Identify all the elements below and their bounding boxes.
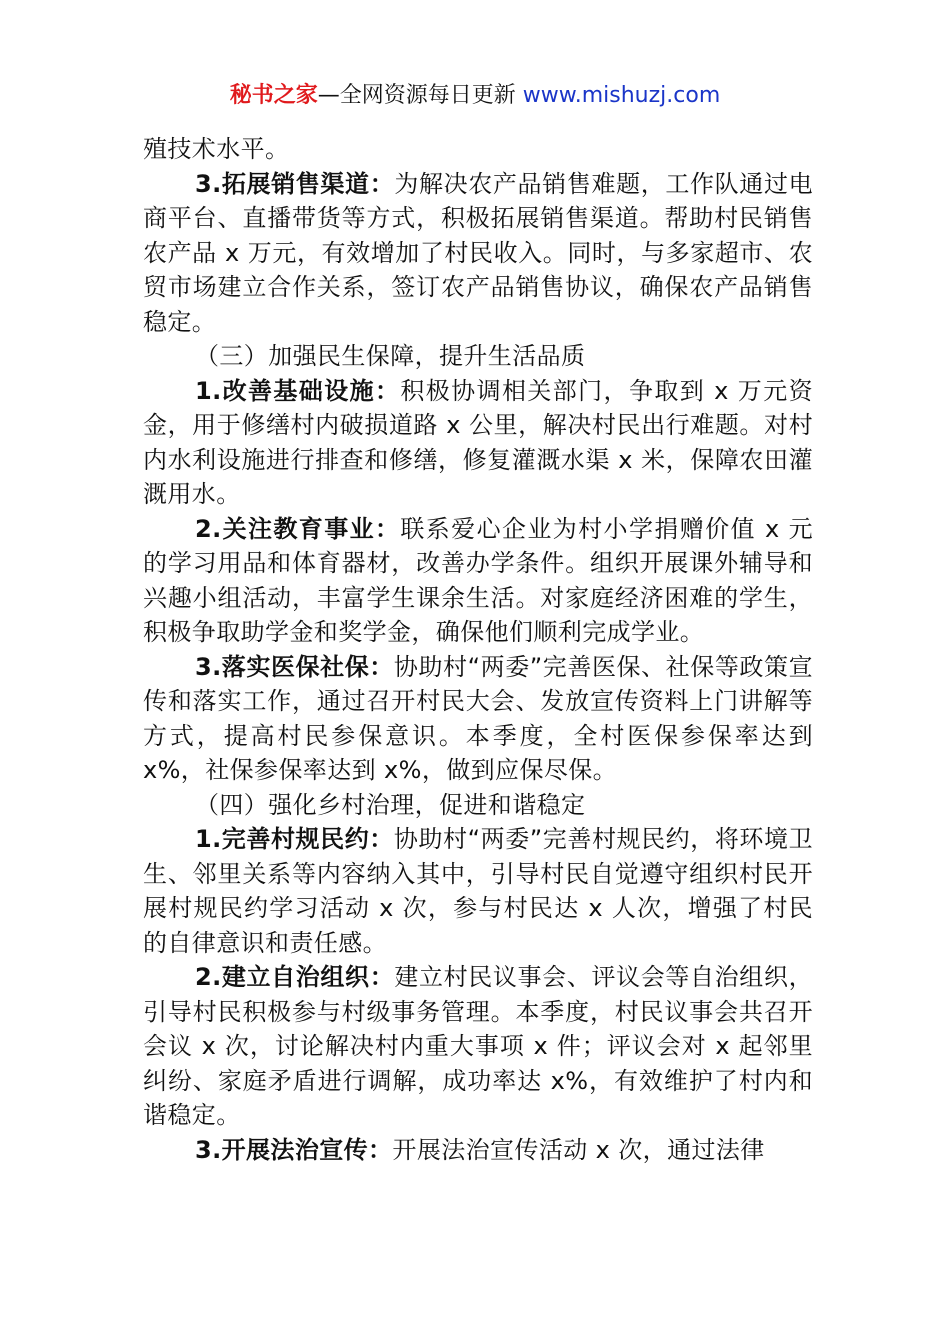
site-url: www.mishuzj.com [522,83,721,108]
paragraph [143,512,813,650]
paragraph-lead: 1.改善基础设施： [195,376,401,405]
paragraph-lead: 3.拓展销售渠道： [195,169,395,198]
paragraph-text: （四）强化乡村治理，促进和谐稳定 [195,790,586,819]
paragraph [143,132,813,167]
paragraph-lead: 1.完善村规民约： [195,825,394,853]
paragraph [143,1133,813,1168]
paragraph-text: 积极协调相关部门，争取到 x 万元资金，用于修缮村内破损道路 x 公里，解决村民出行难题。对村内水利设施进行排查和修缮，修复灌溉水渠 x 米，保障农田灌溉用水。 [143,376,813,508]
paragraph-lead: 3.开展法治宣传： [195,1135,393,1164]
paragraph [143,822,813,960]
paragraph-text: 开展法治宣传活动 x 次，通过法律 [392,1135,765,1164]
section-heading [143,788,813,823]
paragraph-text: 殖技术水平。 [143,135,290,163]
paragraph-text: 协助村“两委”完善村规民约，将环境卫生、邻里关系等内容纳入其中，引导村民自觉遵守组织村民开展村规民约学习活动 x 次，参与村民达 x 人次，增强了村民的自律意识和责任感。 [143,825,813,957]
paragraph [143,374,813,512]
paragraph-lead: 2.建立自治组织： [195,963,395,991]
paragraph-lead: 3.落实医保社保： [195,652,394,681]
paragraph-text: 为解决农产品销售难题，工作队通过电商平台、直播带货等方式，积极拓展销售渠道。帮助村民销售农产品 x 万元，有效增加了村民收入。同时，与多家超市、农贸市场建立合作关系，签订农产品销售协议，确保农产品销售稳定。 [143,169,813,336]
paragraph-text: （三）加强民生保障，提升生活品质 [195,342,586,370]
paragraph [143,167,813,340]
paragraph-text: 建立村民议事会、评议会等自治组织，引导村民积极参与村级事务管理。本季度，村民议事会共召开会议 x 次，讨论解决村内重大事项 x 件；评议会对 x 起邻里纠纷、家庭矛盾进行调解，成功率达 x%，有效维护了村内和谐稳定。 [143,963,813,1129]
paragraph [143,650,813,788]
section-heading [143,339,813,374]
paragraph-text: 协助村“两委”完善医保、社保等政策宣传和落实工作，通过召开村民大会、发放宣传资料上门讲解等方式，提高村民参保意识。本季度，全村医保参保率达到 x%，社保参保率达到 x%，做到应保尽保。 [143,652,813,784]
paragraph-lead: 2.关注教育事业： [195,514,401,543]
header-tagline: —全网资源每日更新 [317,83,523,108]
site-header [0,78,950,114]
document-body [143,132,813,1167]
paragraph [143,960,813,1133]
paragraph-text: 联系爱心企业为村小学捐赠价值 x 元的学习用品和体育器材，改善办学条件。组织开展课外辅导和兴趣小组活动，丰富学生课余生活。对家庭经济困难的学生，积极争取助学金和奖学金，确保他们顺利完成学业。 [143,514,813,646]
brand-name: 秘书之家 [229,83,318,108]
